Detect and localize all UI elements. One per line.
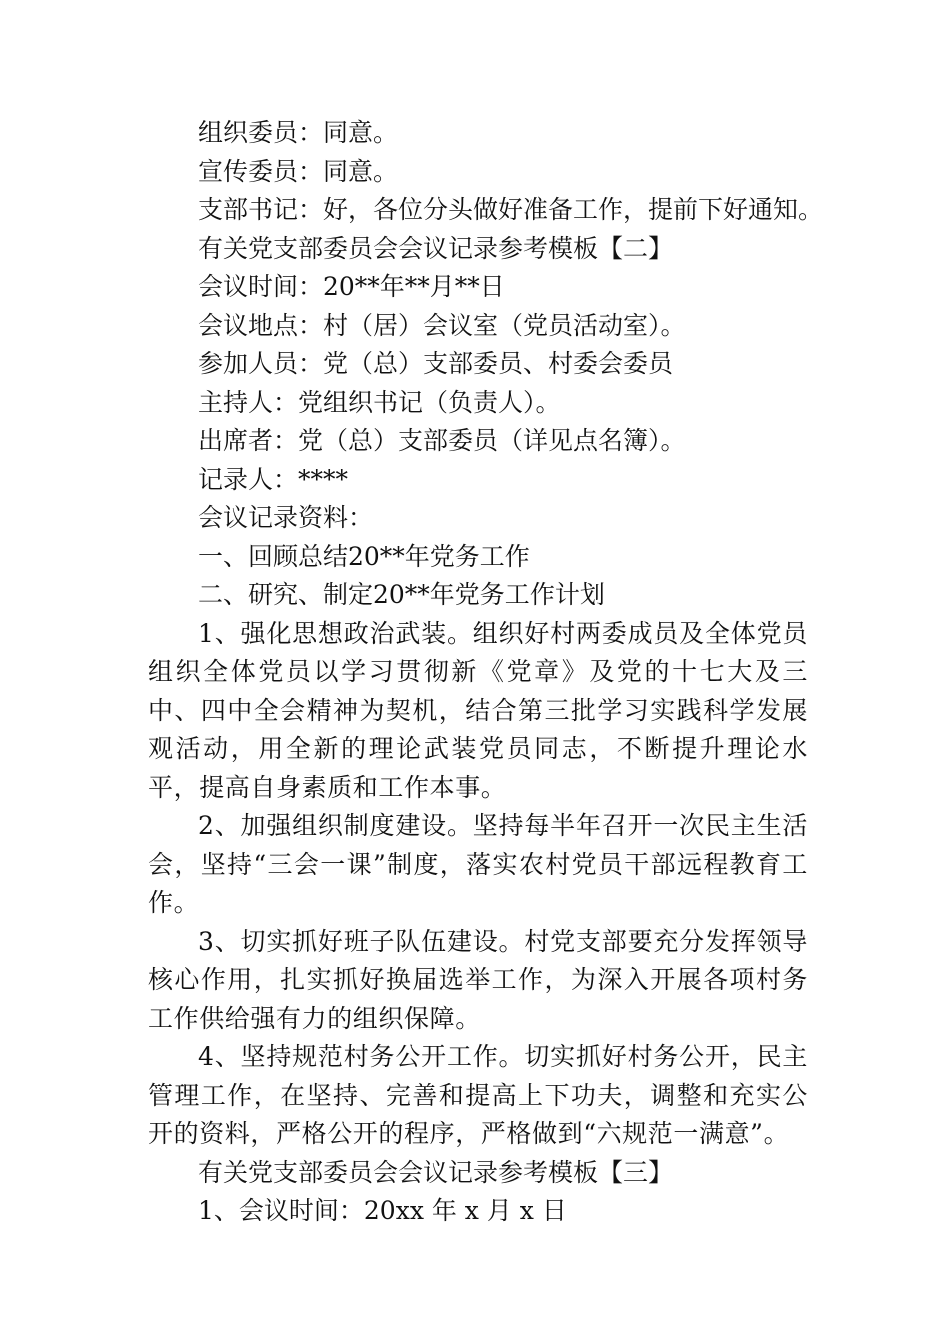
text-line: 会议地点：村（居）会议室（党员活动室）。 bbox=[198, 310, 686, 340]
body-paragraph: 3、切实抓好班子队伍建设。村党支部要充分发挥领导核心作用，扎实抓好换届选举工作，为深入开展各项村务工作供给强有力的组织保障。 bbox=[148, 926, 808, 1033]
text-line: 会议时间：20**年**月**日 bbox=[198, 272, 505, 301]
text-line: 参加人员：党（总）支部委员、村委会委员 bbox=[198, 349, 674, 378]
text-line: 主持人：党组织书记（负责人）。 bbox=[198, 387, 561, 417]
text-line: 组织委员：同意。 bbox=[198, 118, 399, 147]
document-body bbox=[148, 114, 824, 1231]
text-line: 一、回顾总结20**年党务工作 bbox=[198, 541, 530, 571]
section-heading: 有关党支部委员会会议记录参考模板【二】 bbox=[198, 233, 674, 263]
text-line: 会议记录资料： bbox=[198, 503, 374, 532]
text-line: 支部书记：好，各位分头做好准备工作，提前下好通知。 bbox=[198, 195, 824, 224]
text-line: 记录人：**** bbox=[198, 464, 349, 494]
text-line: 出席者：党（总）支部委员（详见点名簿）。 bbox=[198, 426, 686, 455]
body-paragraph: 2、加强组织制度建设。坚持每半年召开一次民主生活会，坚持“三会一课”制度，落实农村党员干部远程教育工作。 bbox=[148, 811, 808, 917]
text-line: 1、会议时间：20xx 年 x 月 x 日 bbox=[198, 1196, 567, 1225]
body-paragraph: 4、坚持规范村务公开工作。切实抓好村务公开，民主管理工作，在坚持、完善和提高上下功夫，调整和充实公开的资料，严格公开的程序，严格做到“六规范一满意”。 bbox=[148, 1042, 808, 1148]
text-line: 宣传委员：同意。 bbox=[198, 156, 399, 186]
text-line: 二、研究、制定20**年党务工作计划 bbox=[198, 580, 605, 609]
body-paragraph: 1、强化思想政治武装。组织好村两委成员及全体党员组织全体党员以学习贯彻新《党章》及党的十七大及三中、四中全会精神为契机，结合第三批学习实践科学发展观活动，用全新的理论武装党员同志，不断提升理论水平，提高自身素质和工作本事。 bbox=[148, 618, 808, 802]
section-heading: 有关党支部委员会会议记录参考模板【三】 bbox=[198, 1157, 674, 1187]
